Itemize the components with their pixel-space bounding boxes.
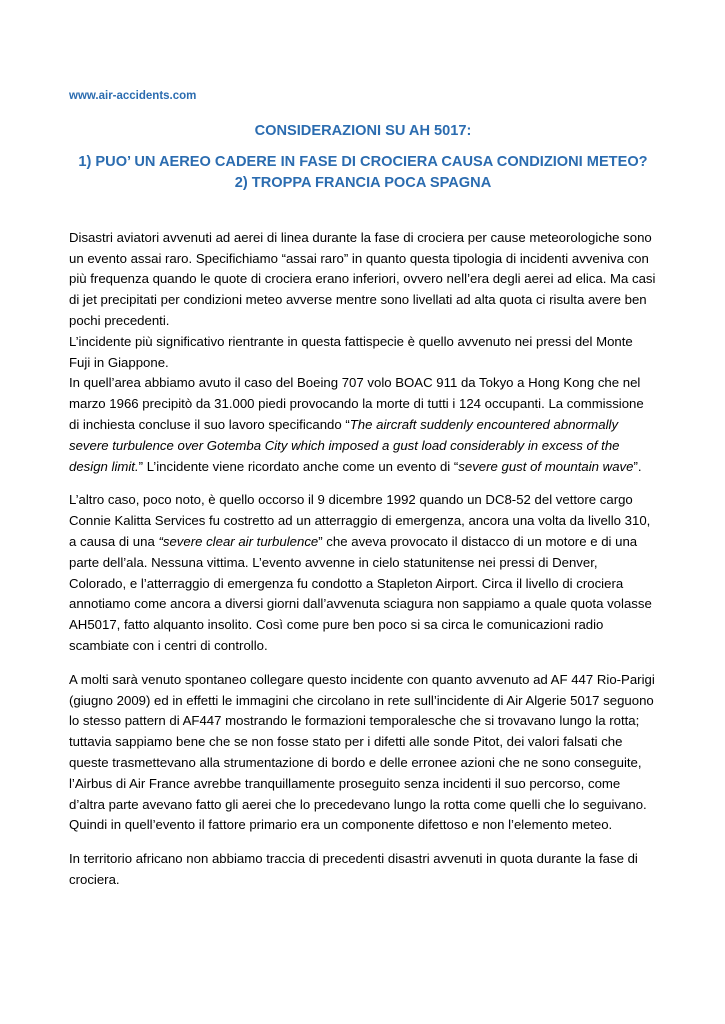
subtitle-1: 1) PUO’ UN AEREO CADERE IN FASE DI CROCIERA CAUSA CONDIZIONI METEO? <box>78 153 648 170</box>
paragraph-4-text-b: ” che aveva provocato il distacco di un motore e di una parte dell’ala. Nessuna vittima. L’evento avvenne in cielo statunitense nei pressi di Denver, Colorado, e l’atterraggio di emergenza fu condotto a Stapleton Airport. Circa il livello di crociera annotiamo come ancora a diversi giorni dall’avvenuta sciagura non sappiamo a quale quota volasse AH5017, fatto alquanto insolito. Così come pure ben poco si sa circa le comunicazioni radio scambiate con i centri di controllo. <box>69 533 652 653</box>
paragraph-3-quote: The aircraft suddenly encountered abnormally severe turbulence over Gotemba City which imposed a gust load considerably in excess of the design limit. <box>69 416 620 474</box>
paragraph-1: Disastri aviatori avvenuti ad aerei di linea durante la fase di crociera per cause meteorologiche sono un evento assai raro. Specifichiamo “assai raro” in quanto questa tipologia di incidenti avveniva con più frequenza quando le quote di crociera erano inferiori, ovvero nell’era degli aerei ad elica. Ma casi di jet precipitati per condizioni meteo avverse mentre sono livellati ad alta quota ci risulta avere ben pochi precedenti. <box>69 229 656 328</box>
paragraph-4-quote: “severe clear air turbulence <box>158 533 319 549</box>
paragraph-5: A molti sarà venuto spontaneo collegare questo incidente con quanto avvenuto ad AF 447 Rio-Parigi (giugno 2009) ed in effetti le immagini che circolano in rete sull’incidente di Air Algerie 5017 seguono lo stesso pattern di AF447 mostrando le formazioni temporalesche che si trovavano lungo la rotta; tuttavia sappiamo bene che se non fosse stato per i difetti alle sonde Pitot, dei valori falsati che queste trasmettevano alla strumentazione di bordo e delle erronee azioni che ne sono conseguite, l’Airbus di Air France avrebbe tranquillamente proseguito senza incidenti il suo percorso, come d’altra parte avevano fatto gli aerei che lo precedevano lungo la rotta come quelli che lo seguivano. Quindi in quell’evento il fattore primario era un componente difettoso e non l’elemento meteo. <box>69 671 655 833</box>
document-page <box>69 86 657 891</box>
article-body <box>69 228 657 891</box>
document-title: CONSIDERAZIONI SU AH 5017: <box>254 122 472 139</box>
title-block <box>69 121 657 194</box>
paragraph-3 <box>69 373 657 477</box>
paragraph-6: In territorio africano non abbiamo traccia di precedenti disastri avvenuti in quota durante la fase di crociera. <box>69 851 638 887</box>
paragraph-2: L’incidente più significativo rientrante in questa fattispecie è quello avvenuto nei pressi del Monte Fuji in Giappone. <box>69 333 633 370</box>
paragraph-4-text-a: L’altro caso, poco noto, è quello occorso il 9 dicembre 1992 quando un DC8-52 del vettore cargo Connie Kalitta Services fu costretto ad un atterraggio di emergenza, ancora una volta da livello 310, a causa di una <box>69 492 651 549</box>
site-link[interactable]: www.air-accidents.com <box>69 90 197 102</box>
subtitle-2: 2) TROPPA FRANCIA POCA SPAGNA <box>234 174 492 191</box>
paragraph-3-text-a: In quell’area abbiamo avuto il caso del Boeing 707 volo BOAC 911 da Tokyo a Hong Kong che nel marzo 1966 precipitò da 31.000 piedi provocando la morte di tutti i 124 occupanti. La commissione di inchiesta concluse il suo lavoro specificando “ <box>69 375 644 432</box>
paragraph-3-text-c: ”. <box>633 458 642 474</box>
paragraph-3-quote-2: severe gust of mountain wave <box>458 458 634 474</box>
paragraph-3-text-b: ” L’incidente viene ricordato anche come un evento di “ <box>138 458 459 474</box>
paragraph-4 <box>69 490 657 656</box>
